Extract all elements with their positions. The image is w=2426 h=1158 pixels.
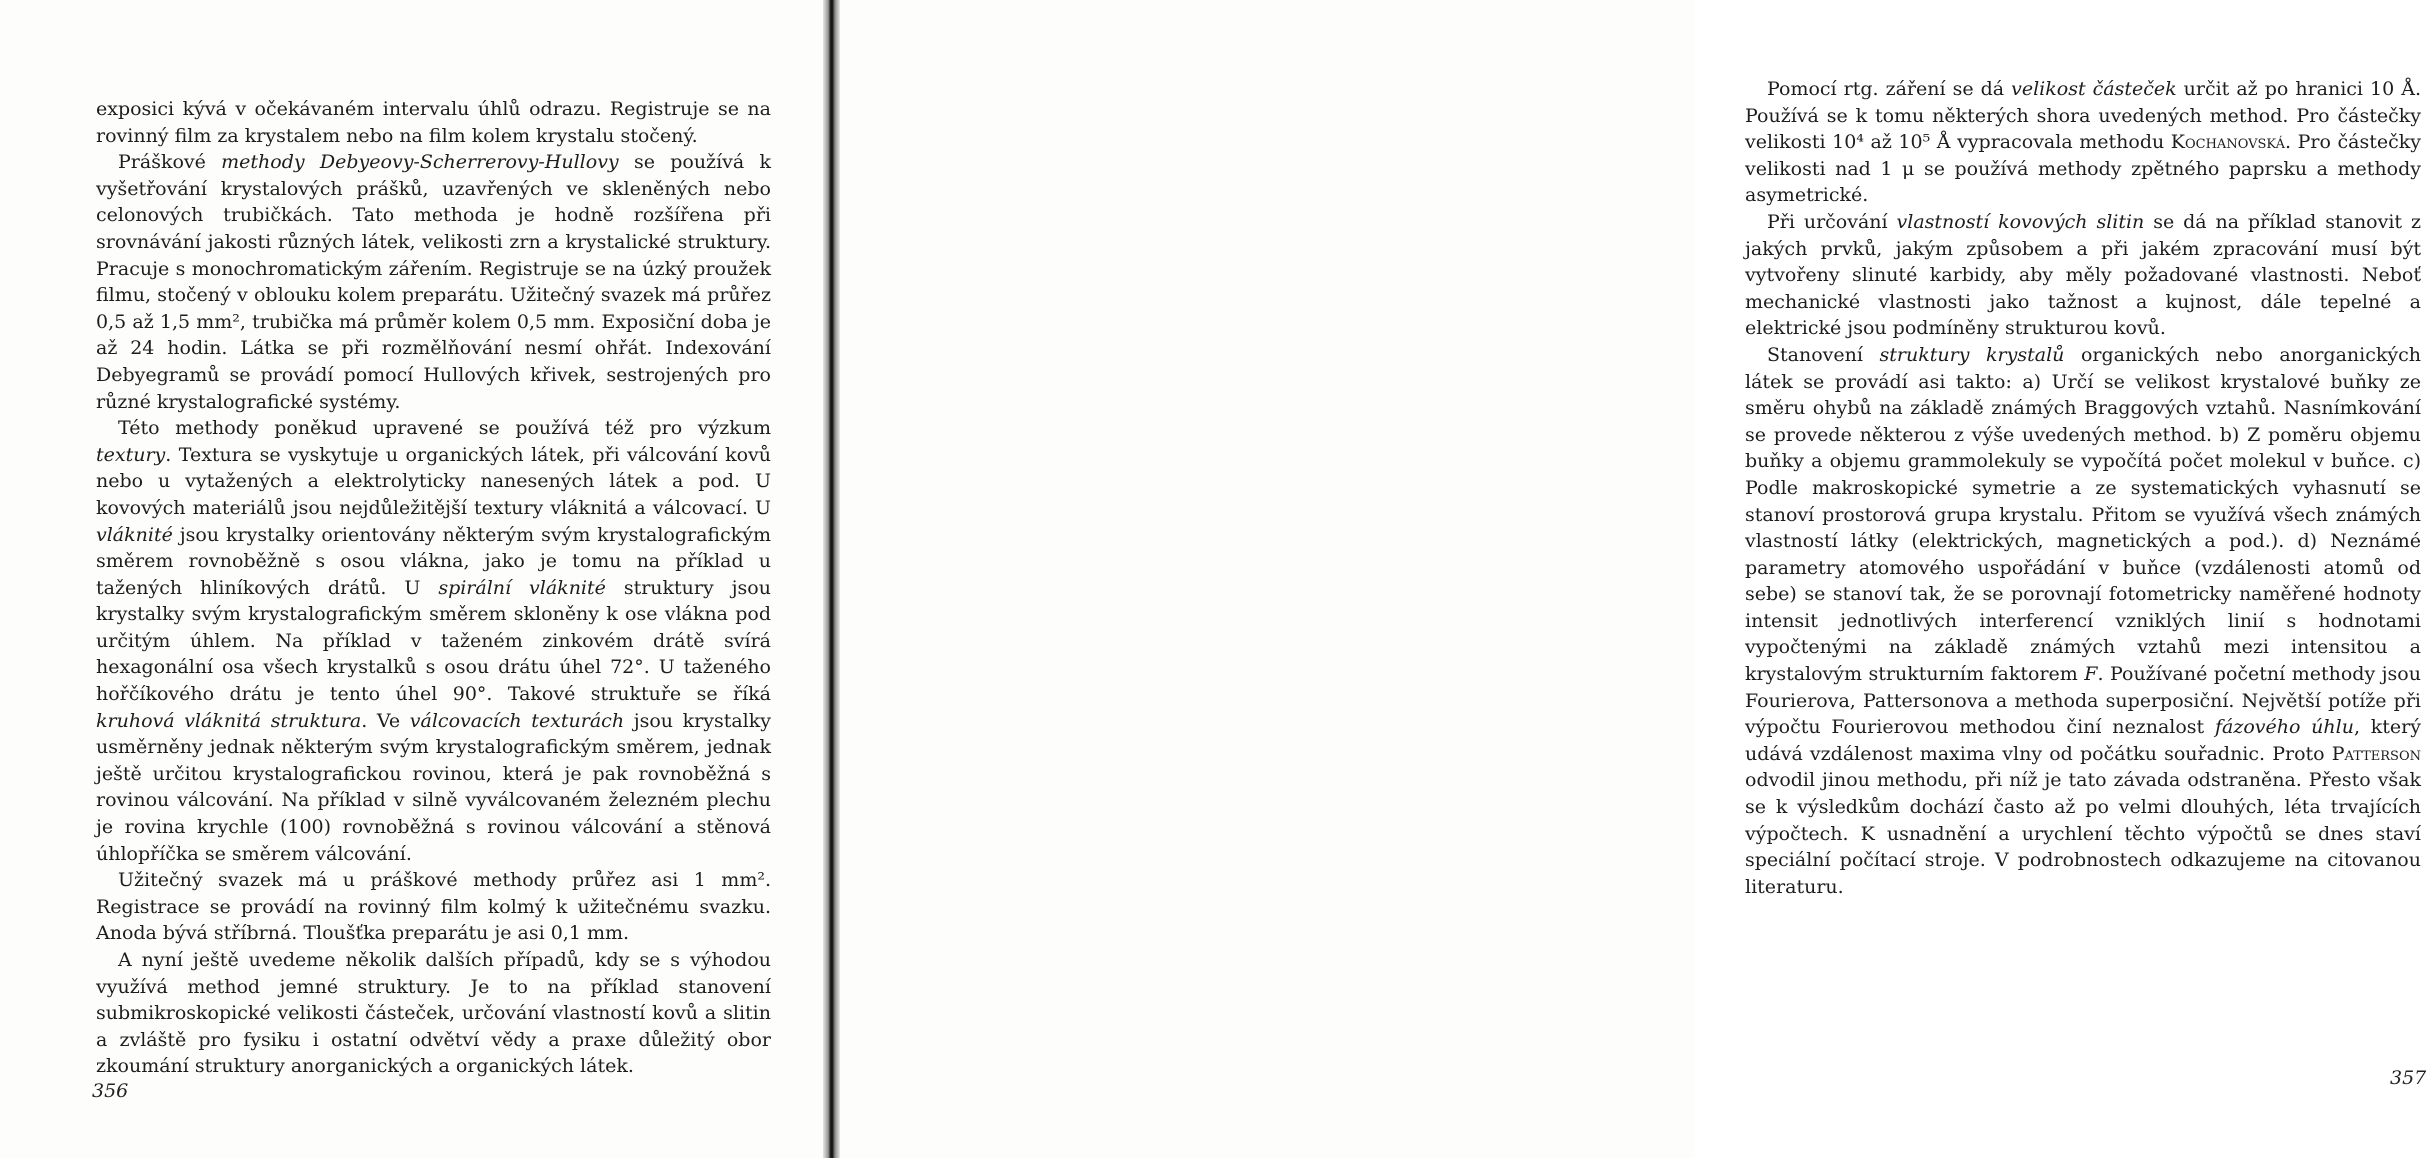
text-segment: , který udává vzdálenost maxima vlny od počátku souřadnic. Proto: [1745, 716, 2421, 765]
right-page-number: 357: [2390, 1067, 2426, 1089]
text-segment: určit až po hranici 10 Å. Používá se k tomu některých shora uvedených method. Pro částečky velikosti 10⁴ až 10⁵ Å vypracovala methodu: [1745, 78, 2421, 154]
paragraph: [96, 415, 771, 867]
smallcaps-text-segment: Kochanovská: [2170, 131, 2285, 154]
text-segment: Stanovení: [1767, 343, 1880, 366]
paragraph: [96, 149, 771, 415]
text-segment: . Textura se vyskytuje u organických látek, při válcování kovů nebo u vytažených a elektrolyticky nanesených látek a pod. U kovových materiálů jsou nejdůležitější textury vláknitá a válcovací. U: [96, 443, 771, 519]
italic-text-segment: spirální vláknité: [438, 576, 606, 599]
text-segment: organických nebo anorganických látek se provádí asi takto: a) Určí se velikost krystalové buňky ze směru ohybů na základě známých Braggových vztahů. Nasnímkování se provede některou z výše uvedených method. b) Z poměru objemu buňky a objemu grammolekuly se vypočítá počet molekul v buňce. c) Podle makroskopické symetrie a ze systematických vyhasnutí se stanoví prostorová grupa krystalu. Přitom se využívá všech známých vlastností látky (elektrických, magnetických a pod.). d) Neznámé parametry atomového uspořádání v buňce (vzdálenosti atomů od sebe) se stanoví tak, že se porovnají fotometricky naměřené hodnoty intensit jednotlivých interferencí vzniklých linií s hodnotami vypočtenými na základě známých vztahů mezi intensitou a krystalovým strukturním faktorem: [1745, 343, 2421, 686]
left-page-number: 356: [92, 1080, 129, 1102]
paragraph: [96, 947, 771, 1080]
text-segment: . Ve: [361, 709, 410, 732]
text-segment: . Používané početní methody jsou Fourierova, Pattersonova a methoda superposiční. Největší potíže při výpočtu Fourierovou methodou činí neznalost: [1745, 663, 2421, 739]
text-segment: Při určování: [1767, 210, 1897, 233]
text-segment: Pomocí rtg. záření se dá: [1767, 78, 2012, 100]
text-segment: se používá k vyšetřování krystalových prášků, uzavřených ve skleněných nebo celonových trubičkách. Tato methoda je hodně rozšířena při srovnávání jakosti různých látek, velikosti zrn a krystalické struktury. Pracuje s monochromatickým zářením. Registruje se na úzký proužek filmu, stočený v oblouku kolem preparátu. Užitečný svazek má průřez 0,5 až 1,5 mm², trubička má průměr kolem 0,5 mm. Exposiční doba je až 24 hodin. Látka se při rozmělňování nesmí ohřát. Indexování Debyegramů se provádí pomocí Hullových křivek, sestrojených pro různé krystalografické systémy.: [96, 151, 771, 413]
text-segment: Práškové: [118, 151, 222, 174]
text-segment: Této methody poněkud upravené se používá též pro výzkum: [118, 417, 771, 440]
left-page: [0, 0, 823, 1158]
italic-text-segment: F: [2084, 663, 2098, 686]
right-page: [840, 0, 2426, 1158]
italic-text-segment: velikost částeček: [2011, 78, 2177, 100]
italic-text-segment: fázového úhlu: [2214, 716, 2354, 739]
text-segment: . Pro částečky velikosti nad 1 μ se používá methody zpětného paprsku a methody asymetrické.: [1745, 131, 2421, 207]
text-segment: jsou krystalky orientovány některým svým krystalografickým směrem rovnoběžně s osou vlákna, jako je tomu na příklad u tažených hliníkových drátů. U: [96, 523, 771, 599]
text-segment: struktury jsou krystalky svým krystalografickým směrem skloněny k ose vlákna pod určitým úhlem. Na příklad v taženém zinkovém drátě svírá hexagonální osa všech krystalků s osou drátu úhel 72°. U taženého hořčíkového drátu je tento úhel 90°. Takové struktuře se říká: [96, 576, 771, 706]
text-segment: exposici kývá v očekávaném intervalu úhlů odrazu. Registruje se na rovinný film za krystalem nebo na film kolem krystalu stočený.: [96, 98, 771, 147]
italic-text-segment: methody Debyeovy-Scherrerovy-Hullovy: [221, 151, 619, 174]
text-segment: se dá na příklad stanovit z jakých prvků, jakým způsobem a při jakém zpracování musí být vytvořeny slinuté karbidy, aby měly požadované vlastnosti. Neboť mechanické vlastnosti jako tažnost a kujnost, dále tepelné a elektrické jsou podmíněny strukturou kovů.: [1745, 210, 2421, 340]
italic-text-segment: textury: [96, 443, 166, 466]
paragraph: [1745, 76, 2421, 209]
paragraph: [1745, 209, 2421, 342]
italic-text-segment: kruhová vláknitá struktura: [96, 709, 362, 732]
text-segment: odvodil jinou methodu, při níž je tato závada odstraněna. Přesto však se k výsledkům dochází často až po velmi dlouhých, léta trvajících výpočtech. K usnadnění a urychlení těchto výpočtů se dnes staví speciální počítací stroje. V podrobnostech odkazujeme na citovanou literaturu.: [1745, 769, 2421, 898]
italic-text-segment: vlastností kovových slitin: [1896, 210, 2145, 233]
left-page-text: [96, 96, 771, 1080]
paragraph: [96, 96, 771, 149]
book-gutter: [823, 0, 840, 1158]
text-segment: A nyní ještě uvedeme několik dalších případů, kdy se s výhodou využívá method jemné struktury. Je to na příklad stanovení submikroskopické velikosti částeček, určování vlastností kovů a slitin a zvláště pro fysiku i ostatní odvětví vědy a praxe důležitý obor zkoumání struktury anorganických a organických látek.: [96, 949, 771, 1078]
text-segment: Užitečný svazek má u práškové methody průřez asi 1 mm². Registrace se provádí na rovinný film kolmý k užitečnému svazku. Anoda bývá stříbrná. Tloušťka preparátu je asi 0,1 mm.: [96, 869, 771, 945]
smallcaps-text-segment: Patterson: [2331, 742, 2421, 765]
paragraph: [1745, 342, 2421, 900]
paragraph: [96, 867, 771, 947]
italic-text-segment: válcovacích texturách: [409, 709, 625, 732]
text-segment: jsou krystalky usměrněny jednak některým svým krystalografickým směrem, jednak ještě určitou krystalografickou rovinou, která je pak rovnoběžná s rovinou válcování. Na příklad v silně vyválcovaném železném plechu je rovina krychle (100) rovnoběžná s rovinou válcování a stěnová úhlopříčka se směrem válcování.: [96, 709, 772, 865]
right-page-text: [1745, 76, 2421, 900]
italic-text-segment: struktury krystalů: [1879, 343, 2065, 366]
italic-text-segment: vláknité: [96, 523, 173, 546]
